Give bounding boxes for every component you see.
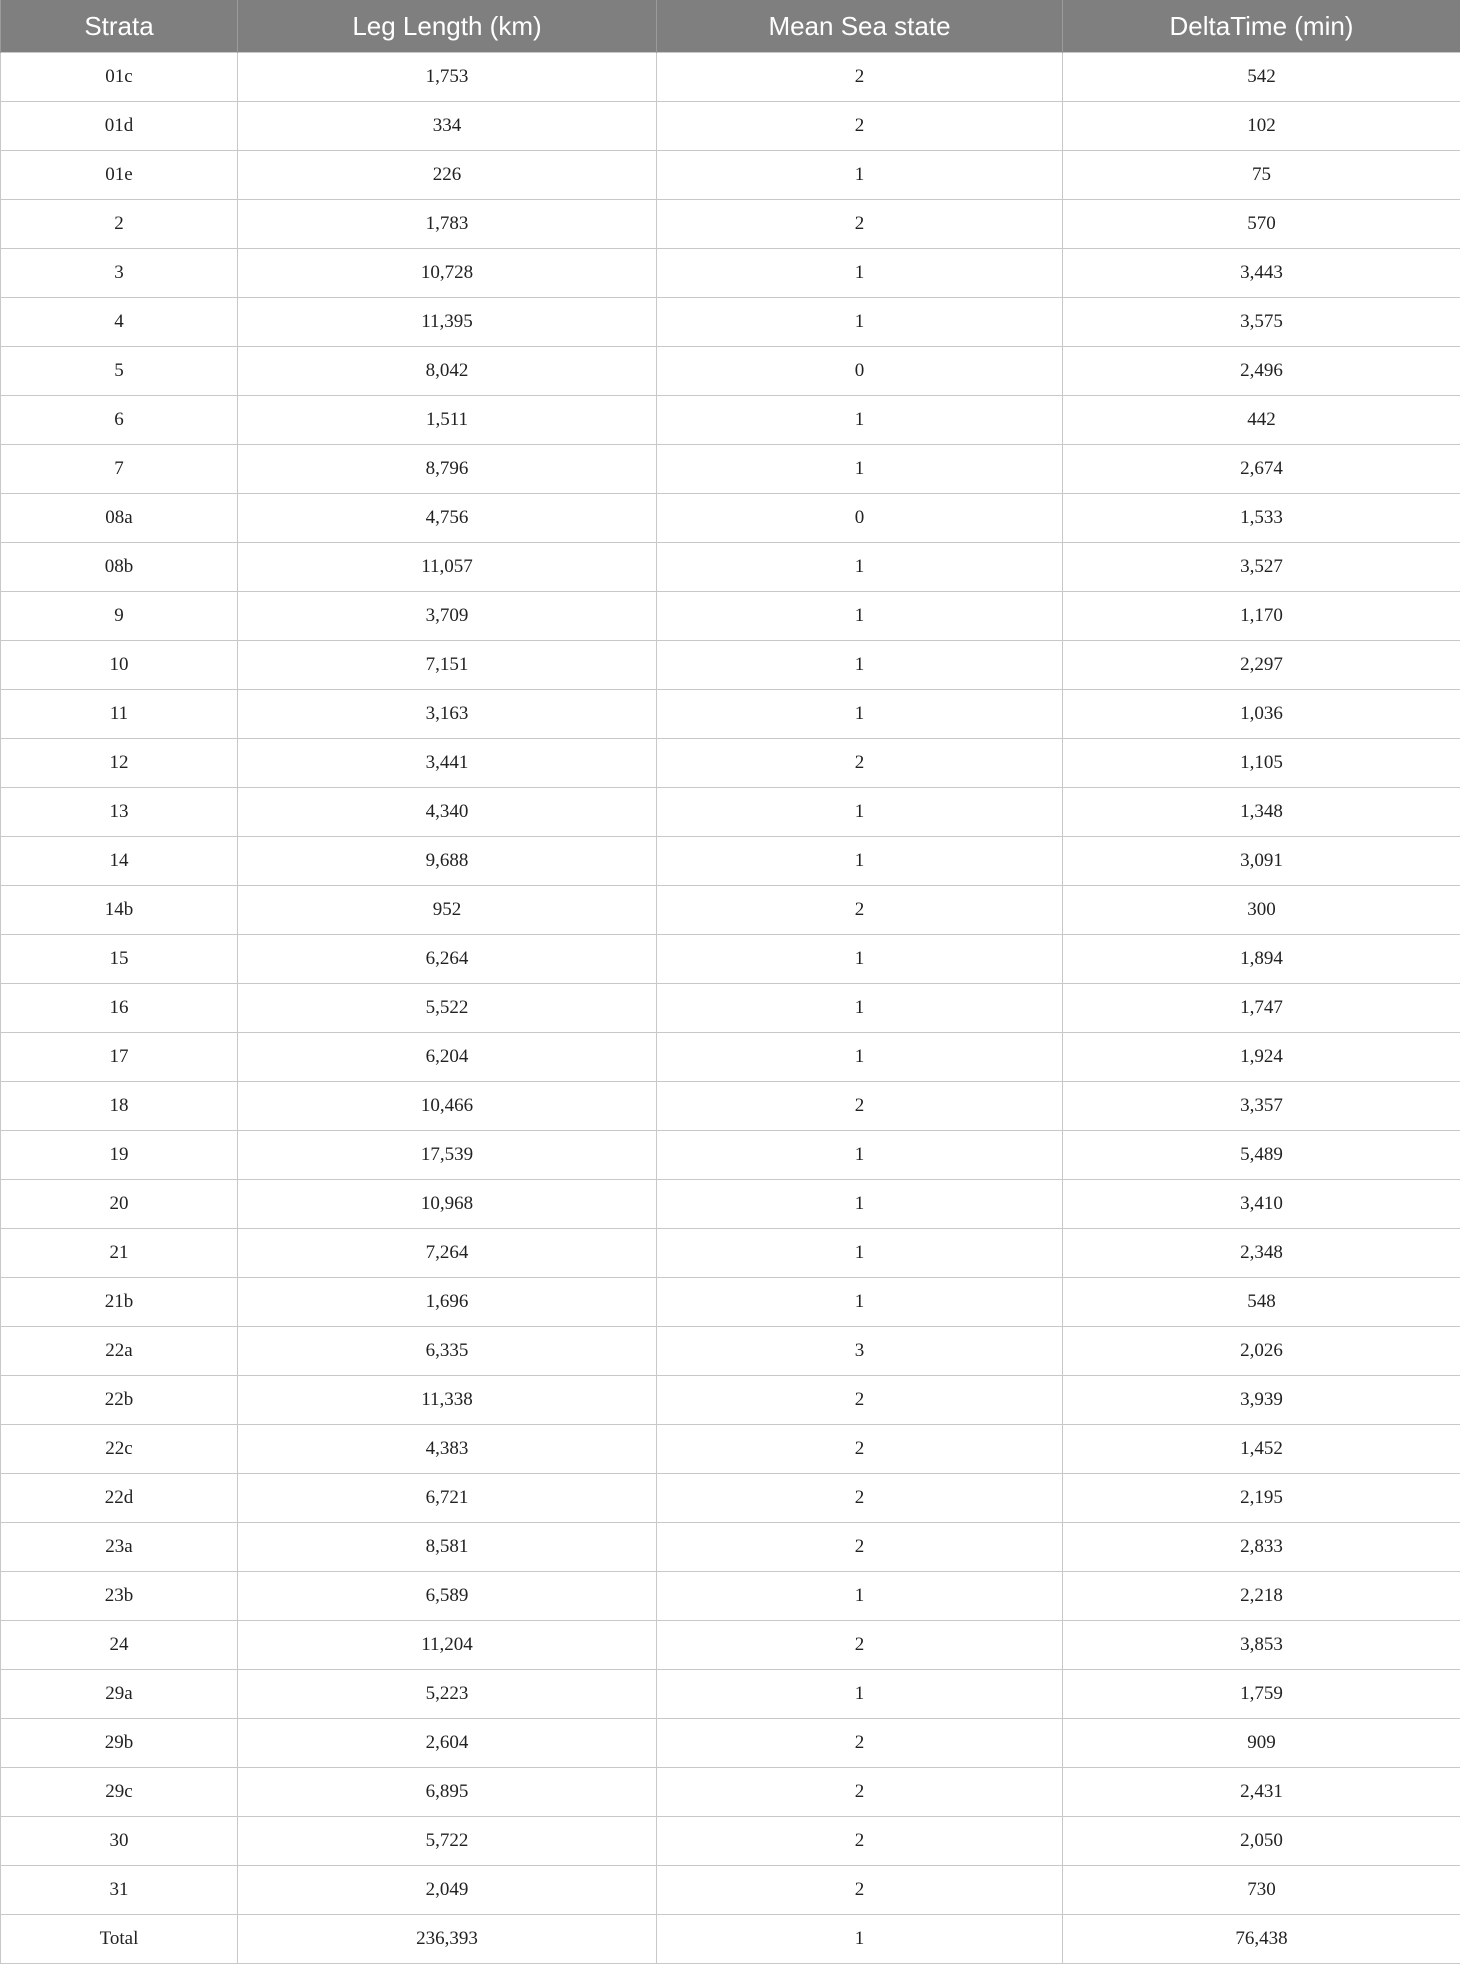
cell-mean-sea-state: 3 [657,1327,1063,1376]
cell-strata: 2 [1,200,238,249]
table-row [1,445,1460,494]
cell-mean-sea-state: 2 [657,1523,1063,1572]
cell-leg-length: 17,539 [238,1131,657,1180]
cell-mean-sea-state: 2 [657,739,1063,788]
cell-delta-time: 2,431 [1063,1768,1460,1817]
cell-leg-length: 6,264 [238,935,657,984]
cell-delta-time: 2,297 [1063,641,1460,690]
table-row [1,494,1460,543]
cell-mean-sea-state: 1 [657,1572,1063,1621]
cell-delta-time: 1,759 [1063,1670,1460,1719]
cell-mean-sea-state: 2 [657,1817,1063,1866]
cell-leg-length: 3,709 [238,592,657,641]
table-row [1,200,1460,249]
cell-leg-length: 1,753 [238,53,657,102]
table-row [1,1817,1460,1866]
cell-leg-length: 6,335 [238,1327,657,1376]
cell-delta-time: 2,833 [1063,1523,1460,1572]
cell-strata: 17 [1,1033,238,1082]
cell-leg-length: 11,204 [238,1621,657,1670]
cell-delta-time: 1,105 [1063,739,1460,788]
cell-strata: 3 [1,249,238,298]
cell-delta-time: 1,348 [1063,788,1460,837]
table-row [1,1278,1460,1327]
cell-strata: 14 [1,837,238,886]
table-header [1,0,1460,53]
cell-leg-length: 7,264 [238,1229,657,1278]
cell-strata: 30 [1,1817,238,1866]
cell-delta-time: 1,452 [1063,1425,1460,1474]
cell-strata: 08b [1,543,238,592]
cell-leg-length: 8,042 [238,347,657,396]
table-row [1,984,1460,1033]
cell-delta-time: 3,939 [1063,1376,1460,1425]
cell-delta-time: 2,195 [1063,1474,1460,1523]
table-row [1,249,1460,298]
table-row [1,641,1460,690]
cell-leg-length: 5,223 [238,1670,657,1719]
cell-mean-sea-state: 1 [657,1180,1063,1229]
cell-mean-sea-state: 2 [657,200,1063,249]
cell-leg-length: 10,466 [238,1082,657,1131]
cell-delta-time: 909 [1063,1719,1460,1768]
cell-strata: 08a [1,494,238,543]
total-row [1,1915,1460,1964]
cell-delta-time: 442 [1063,396,1460,445]
table-row [1,739,1460,788]
cell-mean-sea-state: 1 [657,1670,1063,1719]
cell-mean-sea-state: 2 [657,1376,1063,1425]
cell-strata: 29b [1,1719,238,1768]
cell-leg-length: 4,340 [238,788,657,837]
cell-delta-time: 3,410 [1063,1180,1460,1229]
cell-delta-time: 2,218 [1063,1572,1460,1621]
cell-delta-time: 1,036 [1063,690,1460,739]
cell-strata: 16 [1,984,238,1033]
cell-mean-sea-state: 2 [657,1719,1063,1768]
header-row [1,0,1460,53]
cell-leg-length: 236,393 [238,1915,657,1964]
cell-leg-length: 9,688 [238,837,657,886]
cell-leg-length: 7,151 [238,641,657,690]
cell-delta-time: 102 [1063,102,1460,151]
cell-delta-time: 1,924 [1063,1033,1460,1082]
cell-leg-length: 10,968 [238,1180,657,1229]
table-row [1,347,1460,396]
cell-delta-time: 542 [1063,53,1460,102]
table-row [1,1082,1460,1131]
table-row [1,1670,1460,1719]
cell-delta-time: 300 [1063,886,1460,935]
cell-mean-sea-state: 1 [657,1229,1063,1278]
cell-delta-time: 3,443 [1063,249,1460,298]
cell-delta-time: 2,050 [1063,1817,1460,1866]
cell-strata: Total [1,1915,238,1964]
cell-leg-length: 1,511 [238,396,657,445]
cell-strata: 5 [1,347,238,396]
cell-strata: 13 [1,788,238,837]
table-row [1,396,1460,445]
cell-strata: 29a [1,1670,238,1719]
cell-mean-sea-state: 2 [657,1082,1063,1131]
table-row [1,837,1460,886]
cell-mean-sea-state: 1 [657,984,1063,1033]
cell-delta-time: 76,438 [1063,1915,1460,1964]
cell-mean-sea-state: 1 [657,151,1063,200]
cell-mean-sea-state: 1 [657,641,1063,690]
table-row [1,543,1460,592]
cell-mean-sea-state: 1 [657,298,1063,347]
cell-mean-sea-state: 0 [657,494,1063,543]
cell-mean-sea-state: 1 [657,1278,1063,1327]
cell-mean-sea-state: 1 [657,543,1063,592]
cell-leg-length: 2,049 [238,1866,657,1915]
cell-strata: 01d [1,102,238,151]
cell-strata: 7 [1,445,238,494]
cell-leg-length: 4,756 [238,494,657,543]
table-row [1,298,1460,347]
cell-delta-time: 2,496 [1063,347,1460,396]
cell-delta-time: 5,489 [1063,1131,1460,1180]
cell-mean-sea-state: 1 [657,837,1063,886]
cell-delta-time: 2,348 [1063,1229,1460,1278]
table-row [1,1474,1460,1523]
table-row [1,1866,1460,1915]
cell-strata: 31 [1,1866,238,1915]
cell-mean-sea-state: 2 [657,886,1063,935]
cell-delta-time: 1,170 [1063,592,1460,641]
cell-leg-length: 5,522 [238,984,657,1033]
cell-delta-time: 548 [1063,1278,1460,1327]
cell-leg-length: 2,604 [238,1719,657,1768]
cell-leg-length: 10,728 [238,249,657,298]
cell-leg-length: 11,395 [238,298,657,347]
cell-strata: 9 [1,592,238,641]
table-row [1,1229,1460,1278]
cell-mean-sea-state: 2 [657,1768,1063,1817]
cell-mean-sea-state: 1 [657,935,1063,984]
header-leg-length: Leg Length (km) [238,0,657,53]
cell-strata: 23b [1,1572,238,1621]
table-row [1,151,1460,200]
cell-mean-sea-state: 2 [657,1621,1063,1670]
cell-leg-length: 8,581 [238,1523,657,1572]
cell-delta-time: 570 [1063,200,1460,249]
cell-mean-sea-state: 1 [657,249,1063,298]
cell-mean-sea-state: 2 [657,1866,1063,1915]
cell-strata: 18 [1,1082,238,1131]
cell-strata: 20 [1,1180,238,1229]
cell-strata: 19 [1,1131,238,1180]
table-row [1,690,1460,739]
cell-strata: 29c [1,1768,238,1817]
cell-leg-length: 6,589 [238,1572,657,1621]
cell-strata: 14b [1,886,238,935]
cell-delta-time: 1,747 [1063,984,1460,1033]
table-row [1,788,1460,837]
table-row [1,1768,1460,1817]
cell-delta-time: 3,853 [1063,1621,1460,1670]
table-row [1,1131,1460,1180]
cell-leg-length: 5,722 [238,1817,657,1866]
table-row [1,1327,1460,1376]
cell-strata: 10 [1,641,238,690]
cell-strata: 22a [1,1327,238,1376]
cell-delta-time: 730 [1063,1866,1460,1915]
cell-mean-sea-state: 2 [657,102,1063,151]
cell-mean-sea-state: 1 [657,1915,1063,1964]
table-row [1,1719,1460,1768]
cell-mean-sea-state: 2 [657,53,1063,102]
cell-leg-length: 1,783 [238,200,657,249]
table-row [1,1033,1460,1082]
cell-delta-time: 3,357 [1063,1082,1460,1131]
cell-leg-length: 4,383 [238,1425,657,1474]
cell-strata: 4 [1,298,238,347]
cell-strata: 15 [1,935,238,984]
cell-delta-time: 3,091 [1063,837,1460,886]
cell-leg-length: 6,721 [238,1474,657,1523]
cell-leg-length: 3,441 [238,739,657,788]
cell-leg-length: 6,895 [238,1768,657,1817]
cell-mean-sea-state: 0 [657,347,1063,396]
table-row [1,53,1460,102]
cell-mean-sea-state: 1 [657,396,1063,445]
cell-delta-time: 75 [1063,151,1460,200]
cell-delta-time: 3,527 [1063,543,1460,592]
cell-mean-sea-state: 1 [657,788,1063,837]
header-delta-time: DeltaTime (min) [1063,0,1460,53]
table-row [1,592,1460,641]
cell-strata: 12 [1,739,238,788]
cell-leg-length: 11,338 [238,1376,657,1425]
cell-leg-length: 8,796 [238,445,657,494]
cell-mean-sea-state: 1 [657,1131,1063,1180]
cell-leg-length: 11,057 [238,543,657,592]
cell-delta-time: 1,533 [1063,494,1460,543]
cell-strata: 22d [1,1474,238,1523]
cell-delta-time: 1,894 [1063,935,1460,984]
cell-strata: 24 [1,1621,238,1670]
cell-mean-sea-state: 2 [657,1425,1063,1474]
table-row [1,1180,1460,1229]
cell-strata: 23a [1,1523,238,1572]
cell-delta-time: 2,026 [1063,1327,1460,1376]
cell-leg-length: 226 [238,151,657,200]
header-mean-sea-state: Mean Sea state [657,0,1063,53]
table-row [1,1376,1460,1425]
cell-strata: 22c [1,1425,238,1474]
table-body [1,53,1460,1964]
cell-mean-sea-state: 1 [657,445,1063,494]
cell-strata: 21 [1,1229,238,1278]
cell-leg-length: 952 [238,886,657,935]
header-strata: Strata [1,0,238,53]
cell-leg-length: 3,163 [238,690,657,739]
cell-strata: 11 [1,690,238,739]
cell-strata: 21b [1,1278,238,1327]
cell-mean-sea-state: 1 [657,690,1063,739]
table-row [1,1425,1460,1474]
table-row [1,1572,1460,1621]
table-row [1,1621,1460,1670]
cell-delta-time: 2,674 [1063,445,1460,494]
cell-leg-length: 334 [238,102,657,151]
cell-strata: 22b [1,1376,238,1425]
cell-strata: 6 [1,396,238,445]
cell-delta-time: 3,575 [1063,298,1460,347]
cell-strata: 01c [1,53,238,102]
table-row [1,1523,1460,1572]
table-row [1,886,1460,935]
cell-leg-length: 1,696 [238,1278,657,1327]
cell-leg-length: 6,204 [238,1033,657,1082]
table-row [1,935,1460,984]
table-row [1,102,1460,151]
cell-strata: 01e [1,151,238,200]
cell-mean-sea-state: 1 [657,592,1063,641]
cell-mean-sea-state: 1 [657,1033,1063,1082]
cell-mean-sea-state: 2 [657,1474,1063,1523]
